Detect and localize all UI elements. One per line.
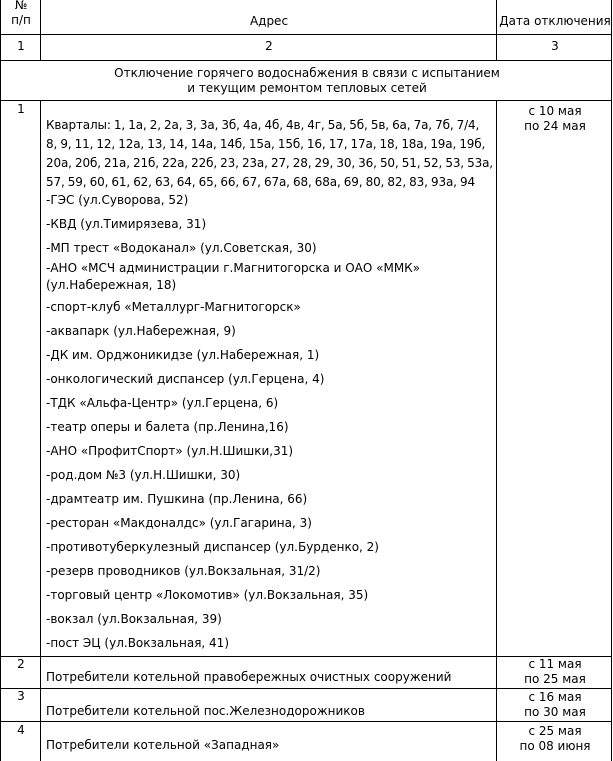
colnum-date-cell bbox=[496, 34, 612, 60]
row3-address: Потребители котельной пос.Железнодорожников bbox=[46, 704, 365, 718]
row2-address-cell bbox=[40, 656, 496, 688]
row1-quarters bbox=[46, 116, 496, 192]
org-item: -спорт-клуб «Металлург-Магнитогорск» bbox=[46, 300, 301, 314]
row3-date-from: с 16 мая bbox=[528, 690, 582, 704]
org-item: -ресторан «Макдоналдс» (ул.Гагарина, 3) bbox=[46, 516, 312, 530]
row4-num-cell bbox=[0, 721, 40, 761]
org-item: -аквапарк (ул.Набережная, 9) bbox=[46, 324, 236, 338]
row4-date-from: с 25 мая bbox=[528, 724, 582, 738]
org-item: -драмтеатр им. Пушкина (пр.Ленина, 66) bbox=[46, 492, 308, 506]
row1-num: 1 bbox=[17, 102, 25, 116]
row4-date-cell bbox=[496, 721, 612, 761]
header-date-cell bbox=[496, 0, 612, 34]
header-date: Дата отключения bbox=[499, 14, 611, 28]
row2-date-to: по 25 мая bbox=[524, 672, 586, 686]
row3-num-cell bbox=[0, 688, 40, 721]
quarters-line: 20а, 20б, 21а, 21б, 22а, 22б, 23, 23а, 27, 28, 29, 30, 36, 50, 51, 52, 53, 53а, bbox=[46, 156, 493, 170]
section-title-cell bbox=[0, 60, 612, 100]
header-address: Адрес bbox=[249, 14, 289, 28]
section-title-line2: и текущим ремонтом тепловых сетей bbox=[187, 81, 427, 95]
row2-num-cell bbox=[0, 656, 40, 688]
section-title-line1: Отключение горячего водоснабжения в связи с испытанием bbox=[114, 66, 500, 80]
row1-address-cell bbox=[40, 100, 496, 656]
org-item: -ТДК «Альфа-Центр» (ул.Герцена, 6) bbox=[46, 396, 279, 410]
org-item: -АНО «МСЧ администрации г.Магнитогорска и ОАО «ММК» bbox=[46, 261, 421, 275]
colnum-date: 3 bbox=[551, 39, 559, 53]
header-num-line1: № bbox=[14, 0, 28, 12]
header-address-cell bbox=[40, 0, 496, 34]
org-item: -АНО «ПрофитСпорт» (ул.Н.Шишки,31) bbox=[46, 444, 294, 458]
row4-address: Потребители котельной «Западная» bbox=[46, 738, 280, 752]
org-item: -торговый центр «Локомотив» (ул.Вокзальная, 35) bbox=[46, 588, 369, 602]
org-item: -резерв проводников (ул.Вокзальная, 31/2) bbox=[46, 564, 321, 578]
row2-num: 2 bbox=[17, 657, 25, 671]
header-num-cell bbox=[0, 0, 40, 34]
org-item: -пост ЭЦ (ул.Вокзальная, 41) bbox=[46, 636, 229, 650]
row4-num: 4 bbox=[17, 723, 25, 737]
colnum-num-cell bbox=[0, 34, 40, 60]
quarters-line: Кварталы: 1, 1а, 2, 2а, 3, 3а, 3б, 4а, 4б, 4в, 4г, 5а, 5б, 5в, 6а, 7а, 7б, 7/4, bbox=[46, 118, 480, 132]
row2-date-cell bbox=[496, 656, 612, 688]
colnum-num: 1 bbox=[17, 39, 25, 53]
org-item: -род.дом №3 (ул.Н.Шишки, 30) bbox=[46, 468, 241, 482]
row2-date-from: с 11 мая bbox=[528, 657, 582, 671]
org-item: -КВД (ул.Тимирязева, 31) bbox=[46, 217, 207, 231]
org-item: -онкологический диспансер (ул.Герцена, 4) bbox=[46, 372, 325, 386]
row1-num-cell bbox=[0, 100, 40, 656]
colnum-address-cell bbox=[40, 34, 496, 60]
org-item: -ГЭС (ул.Суворова, 52) bbox=[46, 193, 189, 207]
row4-address-cell bbox=[40, 721, 496, 761]
quarters-line: 57, 59, 60, 61, 62, 63, 64, 65, 66, 67, 67а, 68, 68а, 69, 80, 82, 83, 93а, 94 bbox=[46, 175, 475, 189]
row3-num: 3 bbox=[17, 689, 25, 703]
quarters-line: 8, 9, 11, 12, 12а, 13, 14, 14а, 14б, 15а, 15б, 16, 17, 17а, 18, 18а, 19а, 19б, bbox=[46, 137, 486, 151]
row3-address-cell bbox=[40, 688, 496, 721]
row1-date-from: с 10 мая bbox=[528, 104, 582, 118]
row3-date-to: по 30 мая bbox=[524, 705, 586, 719]
org-item: -МП трест «Водоканал» (ул.Советская, 30) bbox=[46, 241, 317, 255]
org-item: -вокзал (ул.Вокзальная, 39) bbox=[46, 612, 222, 626]
row3-date-cell bbox=[496, 688, 612, 721]
org-item: -противотуберкулезный диспансер (ул.Бурденко, 2) bbox=[46, 540, 379, 554]
org-item: (ул.Набережная, 18) bbox=[46, 278, 177, 292]
colnum-address: 2 bbox=[265, 39, 273, 53]
org-item: -ДК им. Орджоникидзе (ул.Набережная, 1) bbox=[46, 348, 320, 362]
row4-date-to: по 08 июня bbox=[519, 739, 591, 753]
org-item: -театр оперы и балета (пр.Ленина,16) bbox=[46, 420, 289, 434]
row2-address: Потребители котельной правобережных очистных сооружений bbox=[46, 670, 452, 684]
row1-date-to: по 24 мая bbox=[524, 119, 586, 133]
row1-date-cell bbox=[496, 100, 612, 656]
header-num-line2: п/п bbox=[11, 13, 31, 27]
